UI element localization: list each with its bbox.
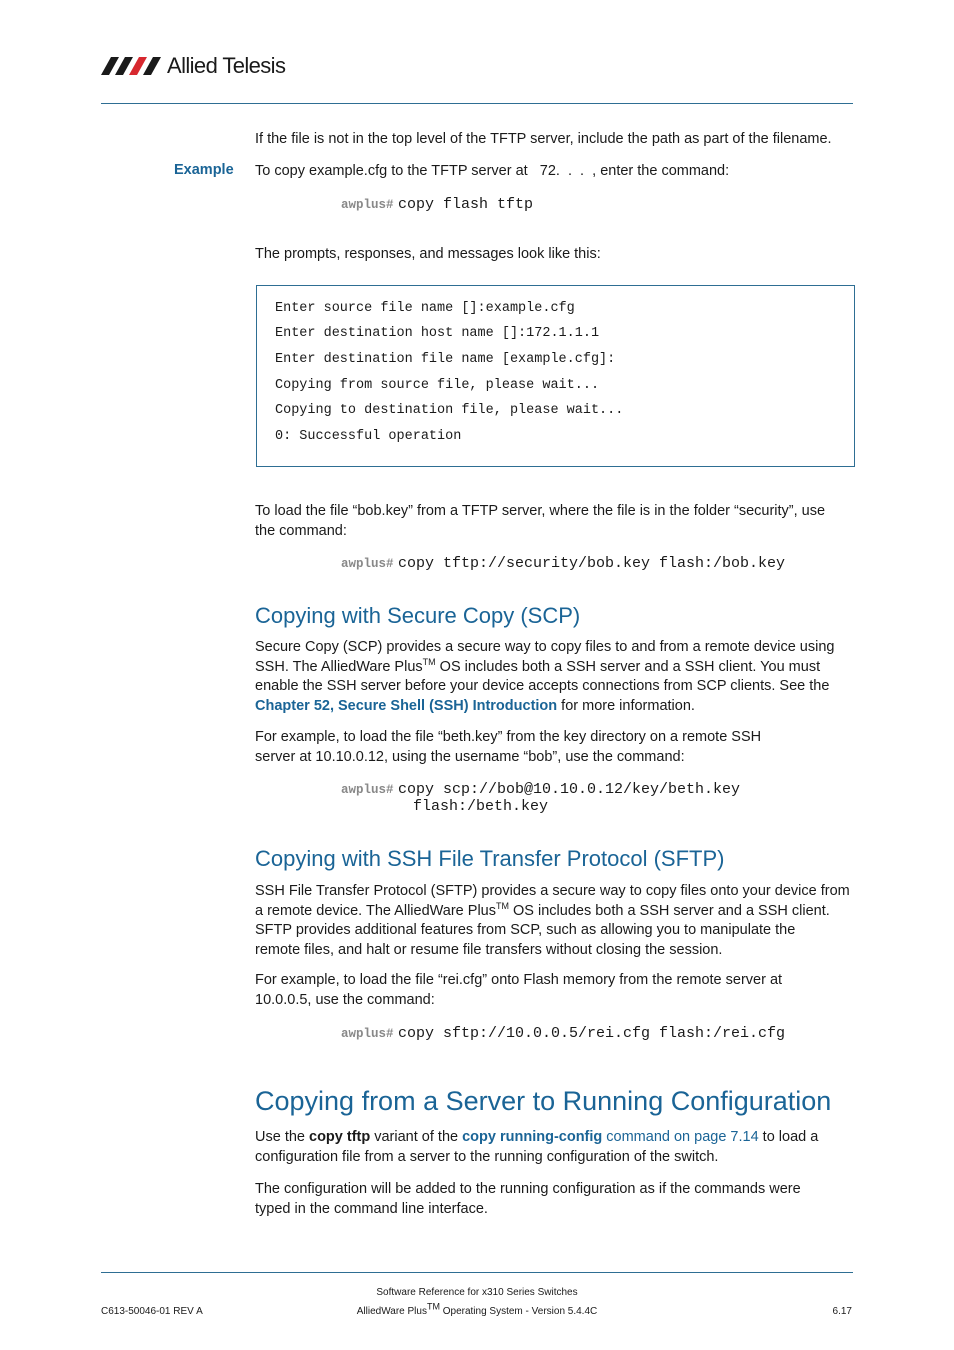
footer-title: Software Reference for x310 Series Switches [376, 1287, 578, 1298]
code-line: Enter destination host name []:172.1.1.1 [275, 326, 600, 341]
cli-command: copy flash tftp [397, 196, 533, 213]
cli-prompt: awplus# [341, 198, 394, 212]
example-label: Example [174, 162, 234, 178]
paragraph-line: remote files, and halt or resume file transfers without closing the session. [255, 941, 723, 958]
sftp-heading: Copying with SSH File Transfer Protocol (SFTP) [255, 846, 725, 871]
code-line: 0: Successful operation [275, 429, 462, 444]
code-line: Copying to destination file, please wait... [275, 403, 624, 418]
paragraph-line: SFTP provides additional features from SCP, such as allowing you to manipulate the [255, 922, 796, 938]
header-rule [101, 103, 853, 104]
command-4 [341, 1024, 785, 1042]
paragraph-line: To load the file “bob.key” from a TFTP server, where the file is in the folder “security”, use [255, 503, 826, 519]
footer-rule [101, 1272, 853, 1273]
paragraph-line: SSH. The AlliedWare Plus™ OS includes both a SSH server and a SSH client. You must [255, 656, 821, 675]
trademark: TM [422, 656, 436, 667]
cli-command: copy tftp://security/bob.key flash:/bob.key [397, 555, 786, 572]
footer-doc-id: C613-50046-01 REV A [101, 1306, 203, 1317]
load-key-paragraph [255, 502, 825, 541]
scp-heading: Copying with Secure Copy (SCP) [255, 603, 581, 628]
code-line: Copying from source file, please wait... [275, 378, 600, 393]
copy-running-config-link[interactable]: copy running-config [462, 1129, 603, 1145]
paragraph-line: Chapter 52, Secure Shell (SSH) Introduction for more information. [255, 697, 695, 714]
paragraph-line: server at 10.10.0.12, using the username “bob”, use the command: [255, 748, 685, 765]
cli-prompt: awplus# [341, 1027, 394, 1041]
cli-command: copy sftp://10.0.0.5/rei.cfg flash:/rei.cfg [397, 1025, 786, 1042]
paragraph-line: typed in the command line interface. [255, 1200, 488, 1217]
code-line: Enter source file name []:example.cfg [275, 301, 575, 316]
paragraph-line: Secure Copy (SCP) provides a secure way to copy files to and from a remote device using [255, 639, 835, 655]
running-config-paragraph [255, 1128, 855, 1167]
code-line: Enter destination file name [example.cfg]: [275, 352, 616, 367]
paragraph-line: The configuration will be added to the running configuration as if the commands were [255, 1181, 801, 1197]
sftp-example-paragraph [255, 971, 782, 1010]
cli-prompt: awplus# [341, 557, 394, 571]
brand-logo [101, 52, 285, 80]
paragraph-line: configuration file from a server to the running configuration of the switch. [255, 1148, 719, 1165]
path-paragraph: If the file is not in the top level of the TFTP server, include the path as part of the filename. [255, 131, 832, 147]
paragraph-line: 10.0.0.5, use the command: [255, 991, 435, 1008]
copy-tftp-term: copy tftp [309, 1129, 371, 1145]
paragraph-line: Use the copy tftp variant of the copy running-config command on page 7.14 to load a [255, 1129, 819, 1145]
scp-paragraph [255, 638, 855, 716]
paragraph-line: a remote device. The AlliedWare Plus™ OS includes both a SSH server and a SSH client. [255, 900, 830, 919]
paragraph-line: SSH File Transfer Protocol (SFTP) provides a secure way to copy files onto your device from [255, 883, 850, 899]
cli-command-continued: flash:/beth.key [413, 798, 549, 815]
scp-example-paragraph [255, 728, 761, 767]
sftp-paragraph [255, 882, 855, 960]
paragraph-line: the command: [255, 522, 347, 539]
running-config-paragraph-2 [255, 1180, 801, 1219]
paragraph-line: For example, to load the file “beth.key” from the key directory on a remote SSH [255, 729, 762, 745]
command-1 [341, 195, 533, 213]
footer-os-version: AlliedWare Plus™ Operating System - Version 5.4.4C [356, 1301, 598, 1317]
cli-command: copy scp://bob@10.10.0.12/key/beth.key [397, 781, 741, 798]
footer-page-number: 6.17 [832, 1306, 852, 1317]
cli-prompt: awplus# [341, 783, 394, 797]
example-text: To copy example.cfg to the TFTP server at 72. . . , enter the command: [255, 163, 730, 179]
command-3 [341, 780, 740, 799]
trademark: TM [495, 900, 509, 911]
prompts-intro: The prompts, responses, and messages look like this: [255, 246, 601, 262]
paragraph-line: For example, to load the file “rei.cfg” onto Flash memory from the remote server at [255, 972, 783, 988]
output-code-box [256, 285, 855, 467]
page-ref-link[interactable]: command on page 7.14 [602, 1129, 759, 1145]
running-config-heading: Copying from a Server to Running Configuration [255, 1086, 832, 1116]
brand-name: Allied Telesis [167, 53, 286, 78]
command-2 [341, 554, 785, 572]
allied-telesis-logo-icon [101, 55, 163, 77]
ssh-chapter-link[interactable]: Chapter 52, Secure Shell (SSH) Introduction [255, 697, 558, 714]
paragraph-line: enable the SSH server before your device accepts connections from SCP clients. See the [255, 678, 830, 694]
